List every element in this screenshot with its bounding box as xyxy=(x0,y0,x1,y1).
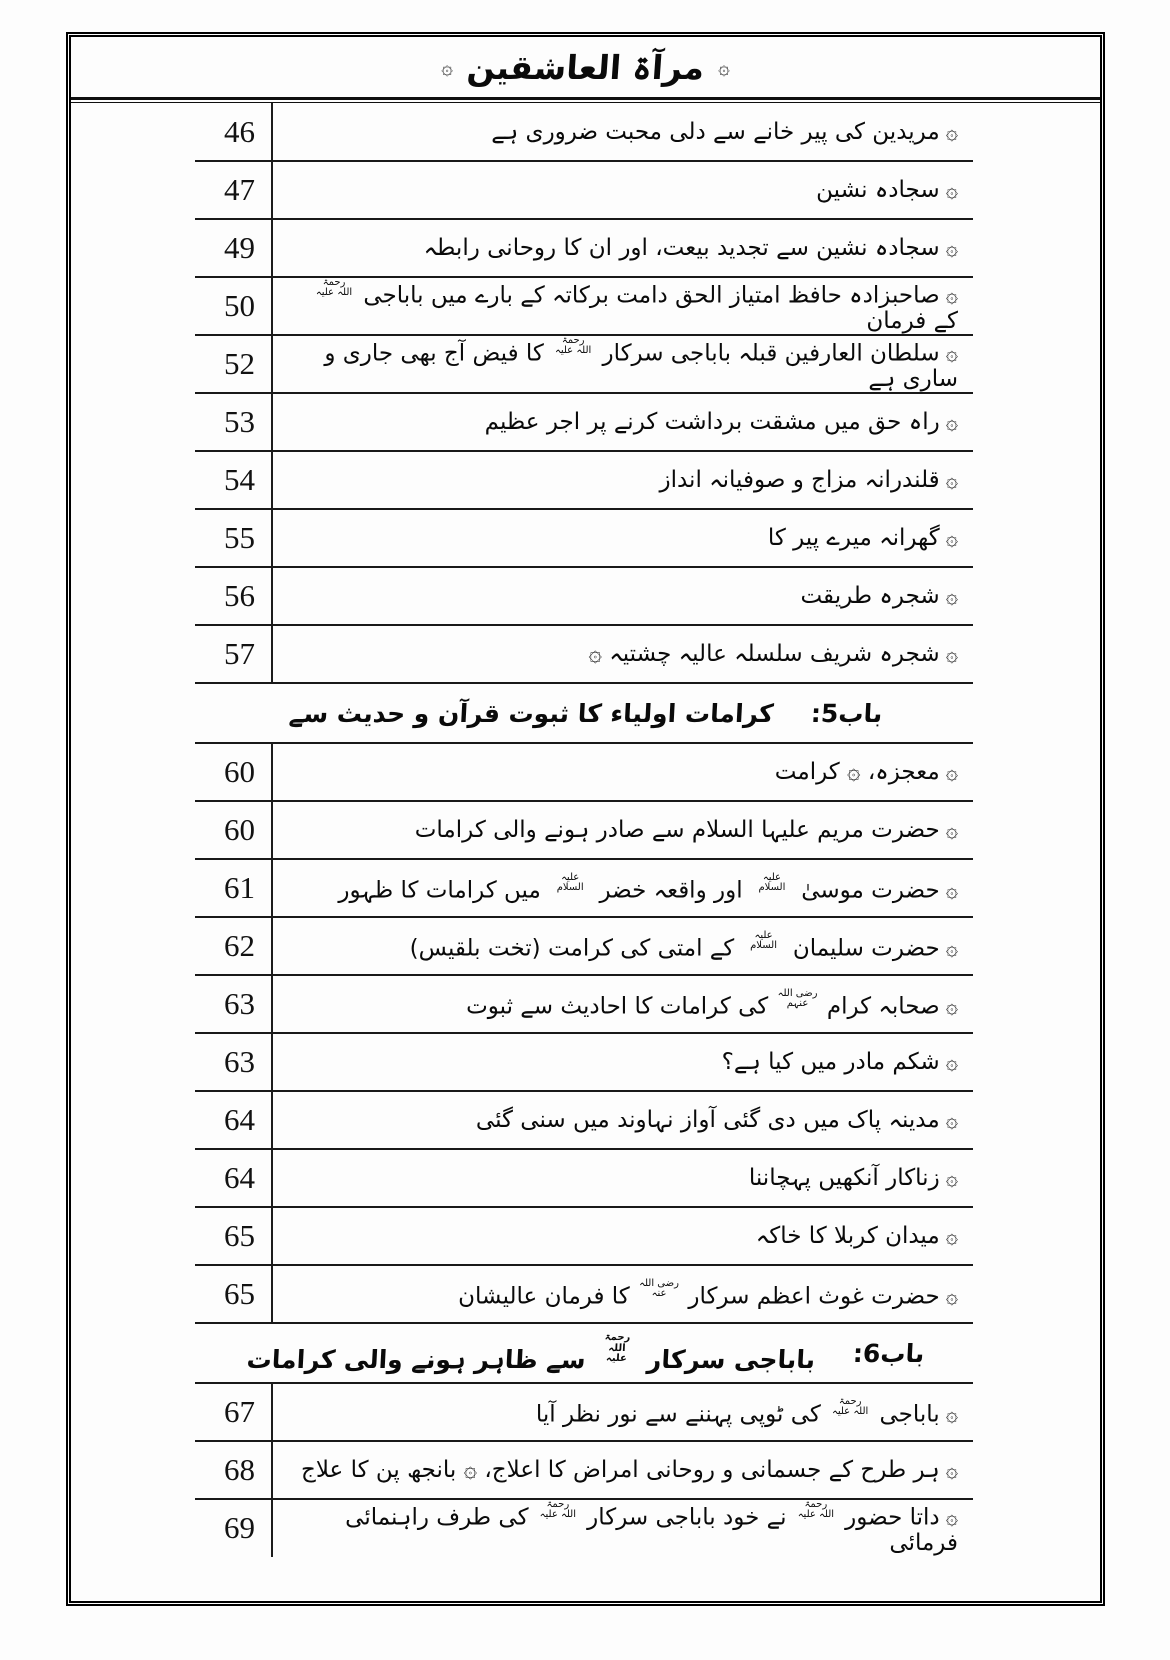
page-number: 64 xyxy=(224,1102,255,1137)
page-number: 46 xyxy=(224,114,255,149)
page-number: 63 xyxy=(224,986,255,1021)
page-number: 54 xyxy=(224,462,255,497)
page-number: 64 xyxy=(224,1160,255,1195)
toc-title-text: ۞حضرت مریم علیہا السلام سے صادر ہونے والی کرامات xyxy=(414,817,958,843)
honorific-mark: رضی اللہ عنہ xyxy=(639,1277,679,1300)
chapter-title: باباجی سرکار رحمۃ اللہ علیہ سے ظاہر ہونے والی کرامات xyxy=(245,1331,816,1374)
rub-el-hizb-icon: ۞ xyxy=(945,1108,958,1132)
honorific-mark: علیہ السلام xyxy=(750,929,777,952)
toc-title xyxy=(273,1207,1100,1265)
toc-row xyxy=(71,743,1100,801)
toc-title xyxy=(273,219,1100,277)
toc-row xyxy=(71,801,1100,859)
toc-title xyxy=(273,103,1100,161)
toc-row xyxy=(71,161,1100,219)
rub-el-hizb-icon: ۞ xyxy=(945,1505,958,1530)
page-number: 49 xyxy=(224,230,255,265)
toc-title xyxy=(273,917,1100,975)
toc-title xyxy=(273,1383,1100,1441)
toc-row xyxy=(71,1033,1100,1091)
toc-row xyxy=(71,1149,1100,1207)
page-number: 50 xyxy=(224,288,255,323)
toc-title-text: ۞ہر طرح کے جسمانی و روحانی امراض کا اعلاج، ۞ بانجھ پن کا علاج xyxy=(300,1457,958,1483)
toc-title-text: ۞گھرانہ میرے پیر کا xyxy=(767,525,958,551)
toc-title-text: ۞حضرت غوث اعظم سرکار رضی اللہ عنہ کا فرمان عالیشان xyxy=(458,1277,958,1310)
toc-title-text: ۞زناکار آنکھیں پہچاننا xyxy=(748,1165,958,1191)
rub-el-hizb-icon: ۞ xyxy=(945,1224,958,1248)
toc-row xyxy=(71,917,1100,975)
toc-title-text: ۞سجادہ نشین xyxy=(816,177,958,203)
rub-el-hizb-icon: ۞ xyxy=(945,584,958,608)
honorific-mark: رحمۃ اللہ علیہ xyxy=(604,1331,631,1364)
rub-el-hizb-icon: ۞ xyxy=(945,1050,958,1074)
toc-title-text: ۞راہ حق میں مشقت برداشت کرنے پر اجر عظیم xyxy=(484,409,958,435)
rub-el-hizb-icon: ۞ xyxy=(945,468,958,492)
honorific-mark: علیہ السلام xyxy=(758,871,786,894)
page-number: 53 xyxy=(224,404,255,439)
toc-row xyxy=(71,509,1100,567)
toc-row xyxy=(71,1383,1100,1441)
page-number: 57 xyxy=(224,636,255,671)
toc-row xyxy=(71,451,1100,509)
page-number: 68 xyxy=(224,1452,255,1487)
toc-title xyxy=(273,975,1100,1033)
toc-title xyxy=(273,1091,1100,1149)
honorific-mark: علیہ السلام xyxy=(556,871,584,894)
rub-el-hizb-icon: ۞ xyxy=(945,236,958,260)
rub-el-hizb-icon: ۞ xyxy=(441,55,453,79)
page-number: 65 xyxy=(224,1276,255,1311)
toc-title xyxy=(273,743,1100,801)
toc-title xyxy=(273,1149,1100,1207)
page-border-frame xyxy=(66,32,1105,1606)
honorific-mark: رحمۃ اللہ علیہ xyxy=(539,1498,576,1521)
chapter-title: کرامات اولیاء کا ثبوت قرآن و حدیث سے xyxy=(287,698,774,728)
toc-title xyxy=(273,1499,1100,1557)
toc-title-text: ۞حضرت سلیمان علیہ السلام کے امتی کی کرامت (تخت بلقیس) xyxy=(409,929,958,962)
rub-el-hizb-icon: ۞ xyxy=(718,55,730,79)
toc-title xyxy=(273,859,1100,917)
rub-el-hizb-icon: ۞ xyxy=(945,341,958,366)
page-number: 67 xyxy=(224,1394,255,1429)
toc-title-text: ۞معجزہ، ۞ کرامت xyxy=(774,759,958,785)
toc-row xyxy=(71,219,1100,277)
toc-title xyxy=(273,1033,1100,1091)
toc-title xyxy=(273,1441,1100,1499)
toc-title-text: ۞سجادہ نشین سے تجدید بیعت، اور ان کا روحانی رابطہ xyxy=(423,235,958,261)
rub-el-hizb-icon: ۞ xyxy=(945,283,958,308)
toc-title-text: ۞شجرہ شریف سلسلہ عالیہ چشتیہ ۞ xyxy=(588,641,958,667)
chapter-label: باب6: xyxy=(852,1338,926,1368)
toc-title-text: ۞صاحبزادہ حافظ امتیاز الحق دامت برکاتہ کے بارے میں باباجی رحمۃ اللہ علیہ کے فرمان xyxy=(315,276,958,335)
toc-row xyxy=(71,393,1100,451)
page-number: 69 xyxy=(224,1510,255,1545)
rub-el-hizb-icon: ۞ xyxy=(945,1166,958,1190)
toc-row xyxy=(71,567,1100,625)
toc-title-text: ۞صحابہ کرام رضی اللہ عنہم کی کرامات کا احادیث سے ثبوت xyxy=(466,987,958,1020)
toc-title xyxy=(273,277,1100,335)
toc-row xyxy=(71,277,1100,335)
rub-el-hizb-icon: ۞ xyxy=(945,642,958,666)
rub-el-hizb-icon: ۞ xyxy=(945,1458,958,1482)
page-number: 56 xyxy=(224,578,255,613)
page-number: 63 xyxy=(224,1044,255,1079)
toc-row xyxy=(71,1265,1100,1323)
page-number: 47 xyxy=(224,172,255,207)
chapter-label: باب5: xyxy=(810,698,884,728)
toc-title-text: ۞داتا حضور رحمۃ اللہ علیہ نے خود باباجی سرکار رحمۃ اللہ علیہ کی طرف راہنمائی فرمائی xyxy=(345,1498,958,1557)
honorific-mark: رحمۃ اللہ علیہ xyxy=(797,1498,835,1521)
toc-title xyxy=(273,161,1100,219)
honorific-mark: رحمۃ اللہ علیہ xyxy=(554,334,592,357)
rub-el-hizb-icon: ۞ xyxy=(945,526,958,550)
toc-title-text: ۞مریدین کی پیر خانے سے دلی محبت ضروری ہے xyxy=(491,119,958,145)
page-number: 60 xyxy=(224,812,255,847)
toc-row xyxy=(71,859,1100,917)
page-number: 61 xyxy=(224,870,255,905)
rub-el-hizb-icon: ۞ xyxy=(945,936,958,961)
toc-row xyxy=(71,1441,1100,1499)
toc-title-text: ۞مدینہ پاک میں دی گئی آواز نہاوند میں سنی گئی xyxy=(475,1107,958,1133)
toc-row xyxy=(71,625,1100,683)
rub-el-hizb-icon: ۞ xyxy=(945,818,958,842)
toc-title-text: ۞شجرہ طریقت xyxy=(800,583,958,609)
rub-el-hizb-icon: ۞ xyxy=(945,410,958,434)
toc-row xyxy=(71,1499,1100,1557)
toc-title-text: ۞شکم مادر میں کیا ہے؟ xyxy=(721,1049,958,1075)
toc-row xyxy=(71,335,1100,393)
rub-el-hizb-icon: ۞ xyxy=(945,1402,958,1427)
toc-row xyxy=(71,103,1100,161)
toc-title-text: ۞سلطان العارفین قبلہ باباجی سرکار رحمۃ اللہ علیہ کا فیض آج بھی جاری و ساری ہے xyxy=(324,334,958,393)
toc-title xyxy=(273,625,1100,683)
rub-el-hizb-icon: ۞ xyxy=(945,1284,958,1309)
toc-title xyxy=(273,335,1100,393)
page-number: 65 xyxy=(224,1218,255,1253)
toc-body xyxy=(71,103,1100,1557)
page-header xyxy=(71,37,1100,97)
page-number: 60 xyxy=(224,754,255,789)
toc-title xyxy=(273,1265,1100,1323)
page-number: 55 xyxy=(224,520,255,555)
rub-el-hizb-icon: ۞ xyxy=(945,178,958,202)
chapter-heading xyxy=(71,683,1100,743)
toc-title xyxy=(273,509,1100,567)
rub-el-hizb-icon: ۞ xyxy=(945,994,958,1019)
toc-title-text: ۞میدان کربلا کا خاکہ xyxy=(755,1223,958,1249)
toc-title xyxy=(273,567,1100,625)
toc-title-text: ۞حضرت موسیٰ علیہ السلام اور واقعہ خضر علیہ السلام میں کرامات کا ظہور xyxy=(338,871,958,904)
toc-title xyxy=(273,801,1100,859)
honorific-mark: رضی اللہ عنہم xyxy=(777,987,818,1010)
book-title: مرآۃ العاشقین xyxy=(465,47,706,87)
toc-row xyxy=(71,1207,1100,1265)
toc-title xyxy=(273,451,1100,509)
toc-title xyxy=(273,393,1100,451)
honorific-mark: رحمۃ اللہ علیہ xyxy=(315,276,353,299)
chapter-heading xyxy=(71,1323,1100,1383)
honorific-mark: رحمۃ اللہ علیہ xyxy=(831,1395,869,1418)
toc-row xyxy=(71,975,1100,1033)
rub-el-hizb-icon: ۞ xyxy=(945,878,958,903)
rub-el-hizb-icon: ۞ xyxy=(945,760,958,784)
page-number: 52 xyxy=(224,346,255,381)
toc-title-text: ۞باباجی رحمۃ اللہ علیہ کی ٹوپی پہننے سے نور نظر آیا xyxy=(535,1395,958,1428)
rub-el-hizb-icon: ۞ xyxy=(945,120,958,144)
toc-row xyxy=(71,1091,1100,1149)
page-number: 62 xyxy=(224,928,255,963)
toc-title-text: ۞قلندرانہ مزاج و صوفیانہ انداز xyxy=(659,467,958,493)
